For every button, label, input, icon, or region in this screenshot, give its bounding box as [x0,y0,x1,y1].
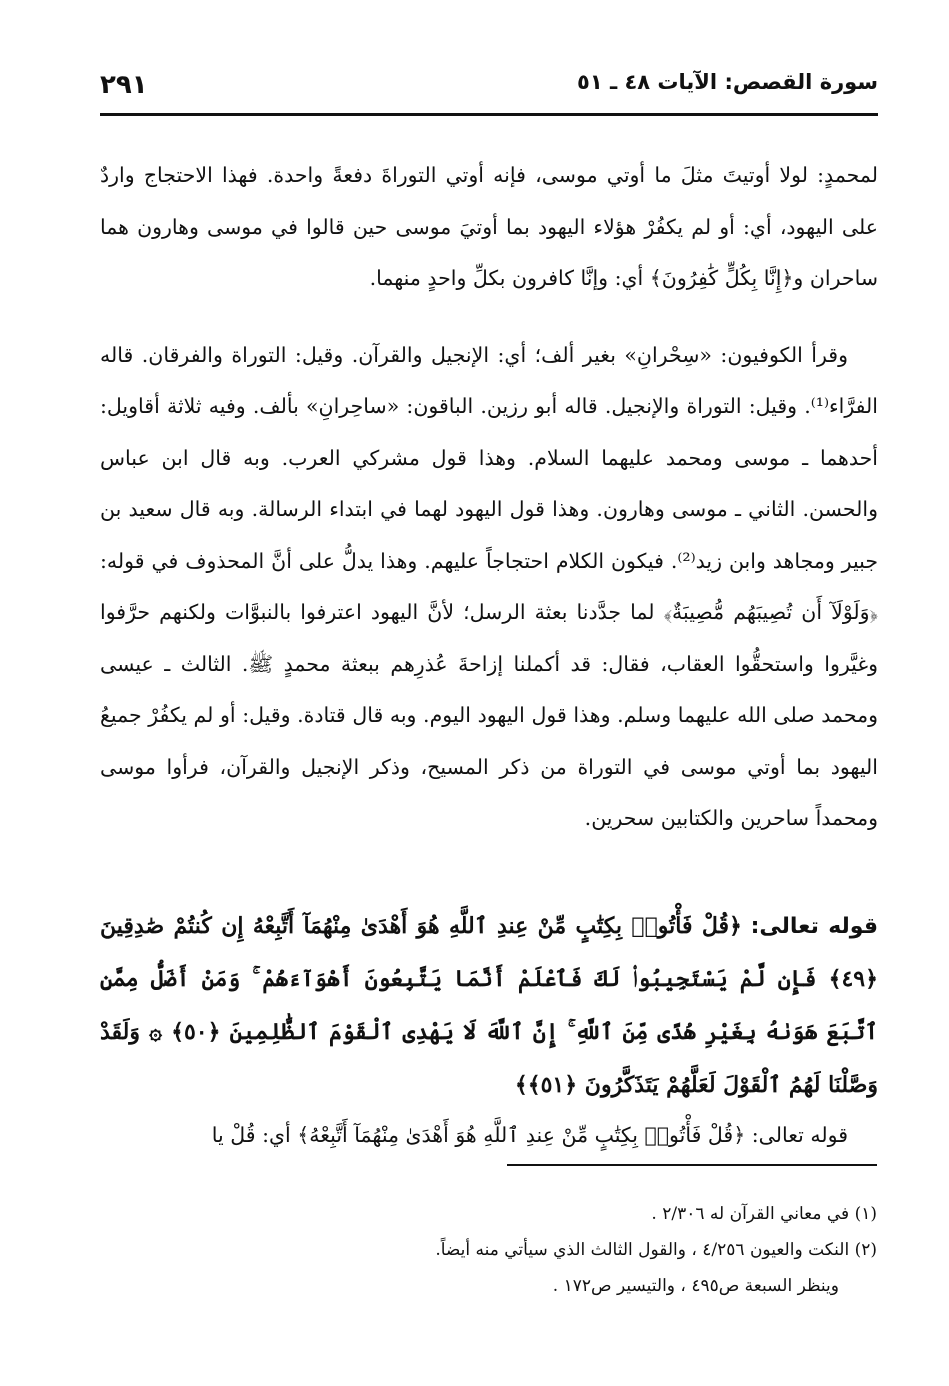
page-header [100,68,878,112]
paragraph-2 [100,330,878,845]
quran-verse-block [100,900,878,1112]
page-number: ٢٩١ [100,70,148,100]
footnotes [99,1200,877,1308]
commentary-line: قوله تعالى: ﴿قُلْ فَأْتُوا۟ بِكِتَٰبٍ مِّنْ عِندِ ٱللَّهِ هُوَ أَهْدَىٰ مِنْهُمَآ أَتَّبِعْهُ﴾ أي: قُلْ يا [211,1123,848,1147]
paragraph-2-text: وقرأ الكوفيون: «سِحْرانِ» بغير ألف؛ أي: الإنجيل والقرآن. وقيل: التوراة والفرقان. قاله الفرَّاء⁽¹⁾. وقيل: التوراة والإنجيل. قاله أبو رزين. الباقون: «ساحِرانِ» بألف. وفيه ثلاثة أقاويل: أحدهما ـ موسى ومحمد عليهما السلام. وهذا قول مشركي العرب. وبه قال ابن عباس والحسن. الثاني ـ موسى وهارون. وهذا قول اليهود لهما في ابتداء الرسالة. وبه قال سعيد بن جبير ومجاهد وابن زيد⁽²⁾. فيكون الكلام احتجاجاً عليهم. وهذا يدلُّ على أنَّ المحذوف في قوله: ﴿وَلَوْلَآ أَن تُصِيبَهُم مُّصِيبَةٌ﴾ لما جدَّدنا بعثة الرسل؛ لأنَّ اليهود اعترفوا بالنبوَّات ولكنهم حرَّفوا وغيَّروا واستحقُّوا العقاب، فقال: قد أكملنا إزاحةَ عُذرِهم ببعثة محمدٍ ﷺ. الثالث ـ عيسى ومحمد صلى الله عليهما وسلم. وهذا قول اليهود اليوم. وبه قال قتادة. وقيل: أو لم يكفُرْ جميعُ اليهود بما أوتي موسى في التوراة من ذكر المسيح، وذكر الإنجيل والقرآن، فرأوا موسى ومحمداً ساحرين والكتابين سحرين. [100,342,878,830]
verse-text: ﴿قُلْ فَأْتُوا۟ بِكِتَٰبٍ مِّنْ عِندِ ٱللَّهِ هُوَ أَهْدَىٰ مِنْهُمَآ أَتَّبِعْهُ إِن كُنتُمْ صَٰدِقِينَ ﴿٤٩﴾ فَإِن لَّمْ يَسْتَجِيبُوا۟ لَكَ فَٱعْلَمْ أَنَّمَا يَتَّبِعُونَ أَهْوَآءَهُمْ ۚ وَمَنْ أَضَلُّ مِمَّنِ ٱتَّبَعَ هَوَىٰهُ بِغَيْرِ هُدًى مِّنَ ٱللَّهِ ۚ إِنَّ ٱللَّهَ لَا يَهْدِى ٱلْقَوْمَ ٱلظَّٰلِمِينَ ﴿٥٠﴾ ۞ وَلَقَدْ وَصَّلْنَا لَهُمُ ٱلْقَوْلَ لَعَلَّهُمْ يَتَذَكَّرُونَ ﴿٥١﴾﴾ [100,913,878,1098]
paragraph-spacer [100,305,878,330]
verse-label: قوله تعالى: [750,914,878,939]
header-divider [100,113,878,116]
commentary-text [100,1110,878,1160]
footnote-2: (٢) النكت والعيون ٤/٢٥٦ ، والقول الثالث الذي سيأتي منه أيضاً. [435,1240,877,1260]
footnote-2-continued: وينظر السبعة ص٤٩٥ ، والتيسير ص١٧٢ . [552,1276,839,1296]
footnote-1: (١) في معاني القرآن له ٢/٣٠٦ . [651,1204,877,1224]
surah-title: سورة القصص: الآيات ٤٨ ـ ٥١ [577,70,878,94]
footnote-divider [507,1164,877,1166]
main-text [100,150,878,845]
paragraph-1: لمحمدٍ: لولا أوتيتَ مثلَ ما أوتي موسى، فإنه أوتي التوراةَ دفعةً واحدة. فهذا الاحتجاج واردٌ على اليهود، أي: أو لم يكفُرْ هؤلاء اليهود بما أوتيَ موسى حين قالوا في موسى وهارون هما ساحران و﴿إِنَّا بِكُلٍّ كَٰفِرُونَ﴾ أي: وإنَّا كافرون بكلِّ واحدٍ منهما. [100,163,878,290]
